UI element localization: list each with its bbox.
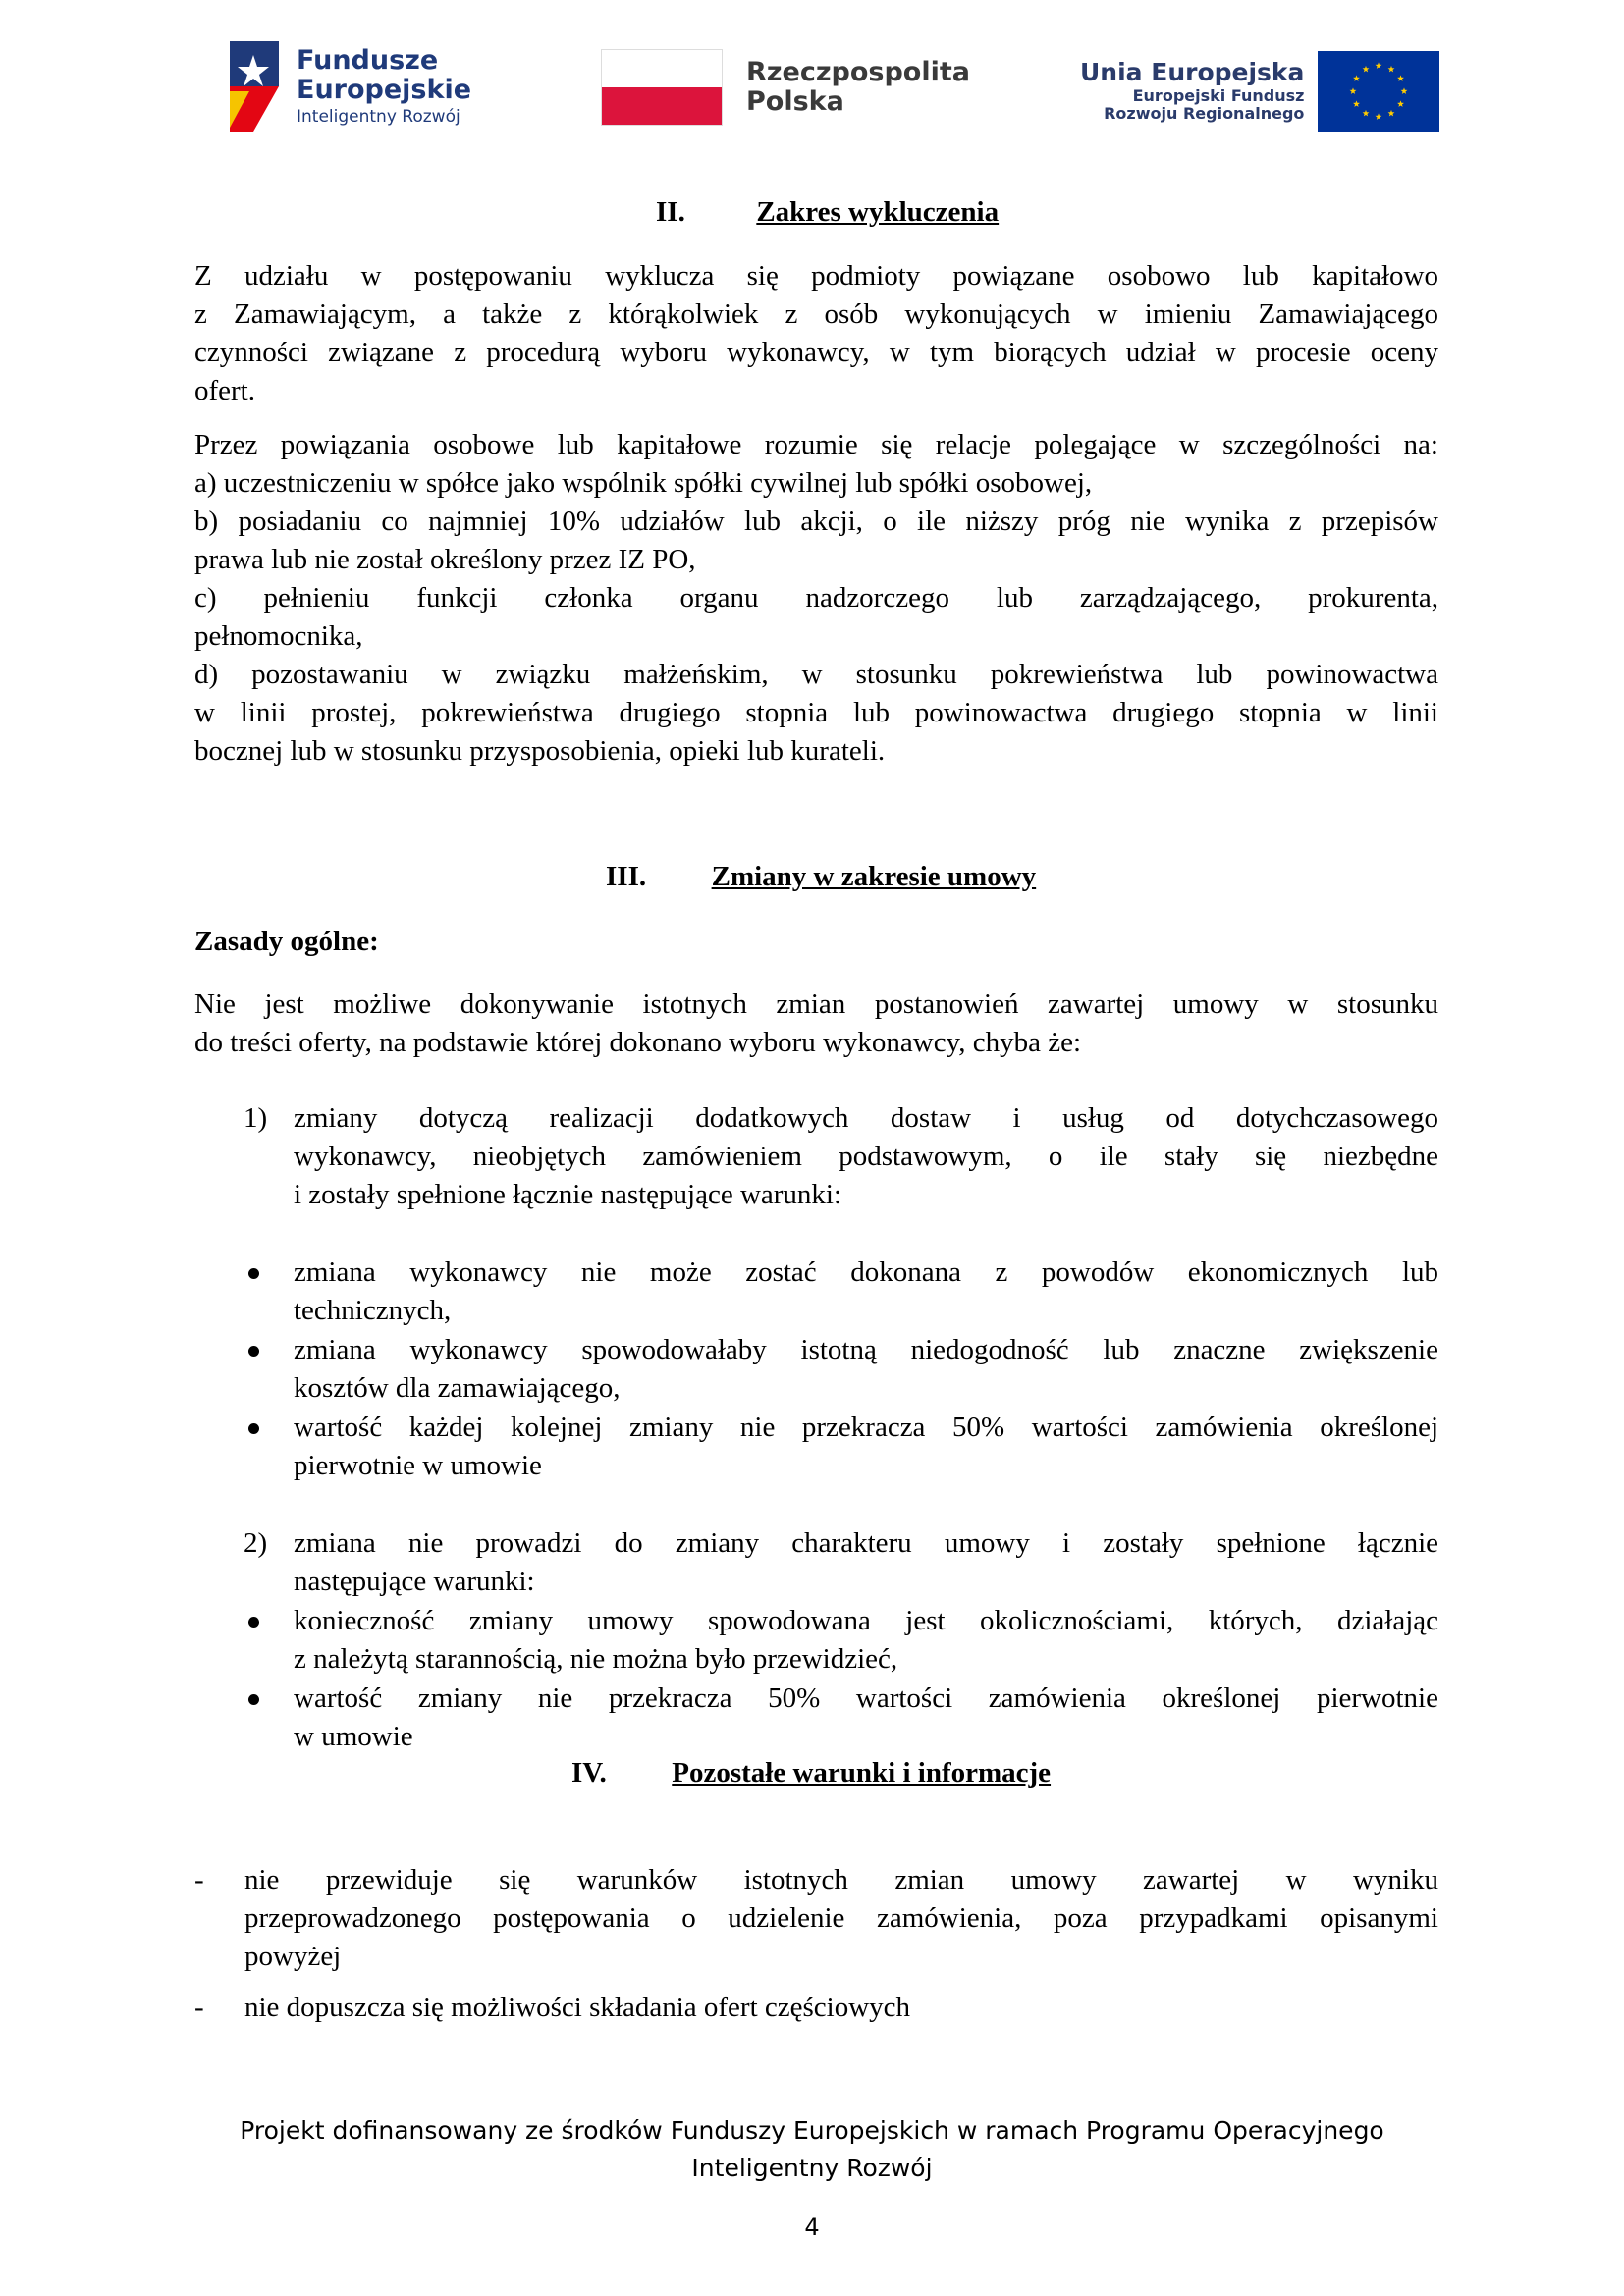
section-2-paragraph-1 (194, 257, 1438, 410)
text-line: zmiana nie prowadzi do zmiany charakteru umowy i zostały spełnione łącznie (294, 1527, 1438, 1559)
bullet-item (244, 1680, 1438, 1756)
section-3-subheading: Zasady ogólne: (194, 926, 379, 957)
text-line: Z udziału w postępowaniu wyklucza się podmioty powiązane osobowo lub kapitałowo (194, 260, 1438, 292)
text-line: w linii prostej, pokrewieństwa drugiego stopnia lub powinowactwa drugiego stopnia w linii (194, 697, 1438, 728)
text-line: technicznych, (294, 1295, 452, 1326)
logo-ue-line2: Europejski Fundusz (1132, 85, 1305, 105)
text-line: z należytą starannością, nie można było przewidzieć, (294, 1643, 898, 1675)
dash-item (194, 1861, 1438, 1976)
bullet-item (244, 1602, 1438, 1679)
text-line: c) pełnieniu funkcji członka organu nadzorczego lub zarządzającego, prokurenta, (194, 582, 1438, 614)
text-line: zmiany dotyczą realizacji dodatkowych dostaw i usług od dotychczasowego (294, 1102, 1438, 1134)
bullet-icon (248, 1694, 259, 1705)
text-line: nie dopuszcza się możliwości składania ofert częściowych (244, 1992, 911, 2023)
text-line: zmiana wykonawcy nie może zostać dokonana z powodów ekonomicznych lub (294, 1256, 1438, 1288)
numbered-item-2 (244, 1524, 1438, 1601)
text-line: kosztów dla zamawiającego, (294, 1372, 621, 1404)
text-line: prawa lub nie został określony przez IZ PO, (194, 544, 696, 575)
logo-bar (0, 29, 1624, 147)
text-line: Nie jest możliwe dokonywanie istotnych zmian postanowień zawartej umowy w stosunku (194, 988, 1438, 1020)
text-line: i zostały spełnione łącznie następujące warunki: (294, 1179, 842, 1210)
polish-flag-icon (601, 49, 723, 126)
text-line: b) posiadaniu co najmniej 10% udziałów lub akcji, o ile niższy próg nie wynika z przepisów (194, 506, 1438, 537)
logo-fe-line3: Inteligentny Rozwój (297, 107, 460, 128)
dash-marker: - (194, 1864, 204, 1896)
text-line: do treści oferty, na podstawie której dokonano wyboru wykonawcy, chyba że: (194, 1027, 1082, 1058)
section-3-heading (606, 858, 1036, 896)
bullet-icon (248, 1268, 259, 1279)
bullet-item (244, 1409, 1438, 1485)
bullet-icon (248, 1423, 259, 1434)
list-marker: 1) (244, 1102, 268, 1134)
footer-line-2: Inteligentny Rozwój (691, 2154, 933, 2182)
section-4-heading (571, 1754, 1051, 1792)
logo-pl-line2: Polska (746, 86, 844, 117)
logo-ue-line3: Rozwoju Regionalnego (1104, 104, 1305, 124)
bullet-icon (248, 1617, 259, 1628)
text-line: bocznej lub w stosunku przysposobienia, opieki lub kurateli. (194, 735, 886, 767)
section-2-number: II. (656, 196, 685, 228)
logo-fundusze-europejskie (224, 37, 471, 135)
text-line: wykonawcy, nieobjętych zamówieniem podstawowym, o ile stały się niezbędne (294, 1141, 1438, 1172)
page-number: 4 (804, 2214, 820, 2241)
logo-pl-line1: Rzeczpospolita (746, 57, 970, 88)
footer-line-1: Projekt dofinansowany ze środków Funduszy Europejskich w ramach Programu Operacyjnego (240, 2116, 1384, 2145)
text-line: przeprowadzonego postępowania o udzielenie zamówienia, poza przypadkami opisanymi (244, 1902, 1438, 1934)
text-line: wartość zmiany nie przekracza 50% wartości zamówienia określonej pierwotnie (294, 1682, 1438, 1714)
text-line: następujące warunki: (294, 1566, 535, 1597)
dash-item (194, 1989, 1438, 2027)
bullet-icon (248, 1346, 259, 1357)
text-line: pełnomocnika, (194, 620, 363, 652)
text-line: pierwotnie w umowie (294, 1450, 542, 1481)
section-2-title: Zakres wykluczenia (756, 196, 1000, 228)
fundusze-europejskie-emblem-icon (224, 37, 285, 135)
text-line: powyżej (244, 1941, 342, 1972)
section-2-paragraph-2 (194, 426, 1438, 771)
section-3-intro (194, 986, 1438, 1062)
logo-rzeczpospolita-polska (601, 49, 970, 126)
text-line: nie przewiduje się warunków istotnych zmian umowy zawartej w wyniku (244, 1864, 1438, 1896)
footer (0, 2112, 1624, 2187)
section-2-heading (656, 193, 999, 232)
text-line: ofert. (194, 375, 255, 406)
numbered-item-1 (244, 1099, 1438, 1214)
text-line: konieczność zmiany umowy spowodowana jest okolicznościami, których, działając (294, 1605, 1438, 1636)
text-line: czynności związane z procedurą wyboru wykonawcy, w tym biorących udział w procesie oceny (194, 337, 1438, 368)
eu-flag-icon (1318, 51, 1439, 132)
section-4-number: IV. (571, 1757, 607, 1789)
text-line: w umowie (294, 1721, 413, 1752)
logo-fe-line1: Fundusze (297, 44, 439, 76)
text-line: wartość każdej kolejnej zmiany nie przekracza 50% wartości zamówienia określonej (294, 1412, 1438, 1443)
list-marker: 2) (244, 1527, 268, 1559)
dash-marker: - (194, 1992, 204, 2023)
text-line: d) pozostawaniu w związku małżeńskim, w stosunku pokrewieństwa lub powinowactwa (194, 659, 1438, 690)
logo-fe-line2: Europejskie (297, 74, 472, 105)
text-line: zmiana wykonawcy spowodowałaby istotną niedogodność lub znaczne zwiększenie (294, 1334, 1438, 1365)
logo-ue-line1: Unia Europejska (1080, 58, 1305, 87)
logo-unia-europejska (1080, 51, 1439, 132)
text-line: Przez powiązania osobowe lub kapitałowe rozumie się relacje polegające w szczególności na: (194, 429, 1438, 460)
section-3-number: III. (606, 861, 647, 892)
bullet-item (244, 1254, 1438, 1330)
section-3-title: Zmiany w zakresie umowy (711, 861, 1037, 892)
bullet-item (244, 1331, 1438, 1408)
text-line: a) uczestniczeniu w spółce jako wspólnik spółki cywilnej lub spółki osobowej, (194, 467, 1093, 499)
text-line: z Zamawiającym, a także z którąkolwiek z osób wykonujących w imieniu Zamawiającego (194, 298, 1438, 330)
section-4-title: Pozostałe warunki i informacje (672, 1757, 1052, 1789)
